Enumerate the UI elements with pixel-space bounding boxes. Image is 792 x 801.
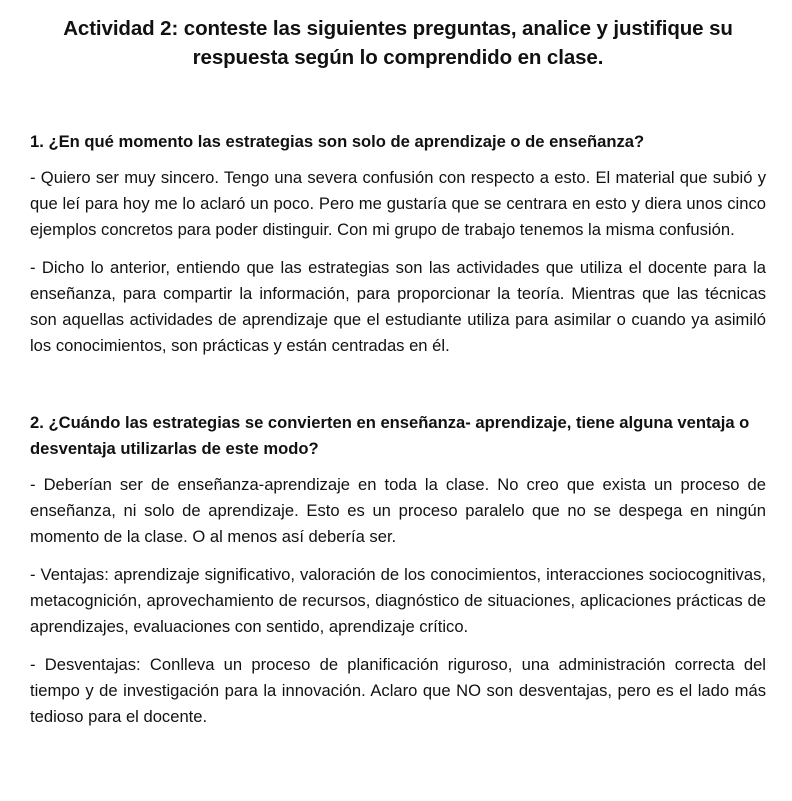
answer-2-paragraph-2: - Ventajas: aprendizaje significativo, valoración de los conocimientos, interacciones sociocognitivas, metacognición, aprovechamiento de recursos, diagnóstico de situaciones, aplicaciones prácticas de aprendizajes, evaluaciones con sentido, aprendizaje crítico.	[30, 565, 766, 636]
question-1: 1. ¿En qué momento las estrategias son solo de aprendizaje o de enseñanza?	[30, 132, 645, 151]
answer-2-paragraph-3: - Desventajas: Conlleva un proceso de planificación riguroso, una administración correcta del tiempo y de investigación para la innovación. Aclaro que NO son desventajas, pero es el lado más tedioso para el docente.	[30, 655, 766, 726]
answer-1-paragraph-2: - Dicho lo anterior, entiendo que las estrategias son las actividades que utiliza el docente para la enseñanza, para compartir la información, para proporcionar la teoría. Mientras que las técnicas son aquellas actividades de aprendizaje que el estudiante utiliza para asimilar o cuando ya asimiló los conocimientos, son prácticas y están centradas en él.	[30, 258, 766, 355]
answer-1-paragraph-1: - Quiero ser muy sincero. Tengo una severa confusión con respecto a esto. El material que subió y que leí para hoy me lo aclaró un poco. Pero me gustaría que se centrara en esto y diera unos cinco ejemplos concretos para poder distinguir. Con mi grupo de trabajo tenemos la misma confusión.	[30, 168, 766, 239]
answer-2-paragraph-1: - Deberían ser de enseñanza-aprendizaje en toda la clase. No creo que exista un proceso de enseñanza, ni solo de aprendizaje. Esto es un proceso paralelo que no se despega en ningún momento de la clase. O al menos así debería ser.	[30, 475, 766, 546]
question-2: 2. ¿Cuándo las estrategias se convierten en enseñanza- aprendizaje, tiene alguna ventaja o desventaja utilizarlas de este modo?	[30, 413, 750, 458]
activity-title: Actividad 2: conteste las siguientes preguntas, analice y justifique su respuesta según lo comprendido en clase.	[63, 17, 733, 69]
